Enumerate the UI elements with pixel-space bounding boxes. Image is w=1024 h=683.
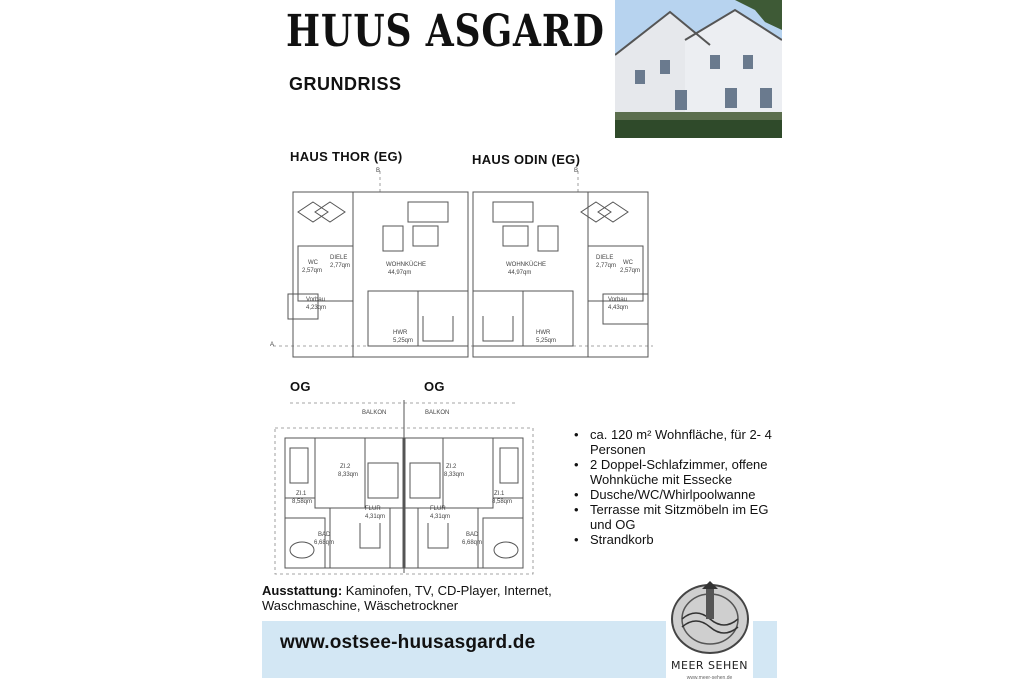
meer-sehen-logo <box>666 577 753 681</box>
room-vorbau-area-right: 4,43qm <box>608 305 629 311</box>
feature-item: • Terrasse mit Sitzmöbeln im EG und OG <box>572 502 780 532</box>
room-zi2-left: ZI.2 <box>340 464 351 470</box>
room-zi1-area-right: 8,58qm <box>492 499 513 505</box>
room-hwr-area-right: 5,25qm <box>536 338 557 344</box>
feature-item: • ca. 120 m² Wohnfläche, für 2- 4 Personen <box>572 427 780 457</box>
room-wc-left: WC <box>308 260 318 266</box>
ground-floor-right-label: HAUS ODIN (EG) <box>472 152 581 167</box>
room-bad-left: BAD <box>318 532 331 538</box>
feature-item: • 2 Doppel-Schlafzimmer, offene Wohnküche mit Essecke <box>572 457 780 487</box>
room-hwr-area-left: 5,25qm <box>393 338 414 344</box>
room-wohnkueche-area-right: 44,97qm <box>508 270 532 276</box>
upper-floor-right-label: OG <box>424 379 445 394</box>
equipment-label: Ausstattung: <box>262 583 343 598</box>
room-wohnkueche-left: WOHNKÜCHE <box>386 262 426 268</box>
room-wohnkueche-right: WOHNKÜCHE <box>506 262 546 268</box>
ground-floor-left-label: HAUS THOR (EG) <box>290 149 403 164</box>
room-wc-area-left: 2,57qm <box>302 268 323 274</box>
room-hwr-left: HWR <box>393 330 408 336</box>
room-zi1-area-left: 8,58qm <box>292 499 313 505</box>
axis-b-label-left: B <box>376 168 381 174</box>
logo-emblem-icon <box>666 577 753 657</box>
upper-floor-plan <box>270 398 538 576</box>
room-bad-area-right: 6,68qm <box>462 540 483 546</box>
logo-caption: MEER SEHEN <box>671 659 748 672</box>
room-zi1-right: ZI.1 <box>494 491 505 497</box>
room-vorbau-area-left: 4,23qm <box>306 305 327 311</box>
room-wc-area-right: 2,57qm <box>620 268 641 274</box>
room-flur-area-right: 4,31qm <box>430 514 451 520</box>
page-subtitle: GRUNDRISS <box>289 74 402 94</box>
room-bad-area-left: 6,68qm <box>314 540 335 546</box>
axis-b-label-right: B <box>574 168 579 174</box>
room-wohnkueche-area-left: 44,97qm <box>388 270 412 276</box>
room-wc-right: WC <box>623 260 633 266</box>
room-balkon-right: BALKON <box>425 410 450 416</box>
room-balkon-left: BALKON <box>362 410 387 416</box>
feature-item: • Dusche/WC/Whirlpoolwanne <box>572 487 780 502</box>
room-zi2-area-right: 8,33qm <box>444 472 465 478</box>
room-zi2-area-left: 8,33qm <box>338 472 359 478</box>
room-diele-area-left: 2,77qm <box>330 263 351 269</box>
feature-item: • Strandkorb <box>572 532 780 547</box>
room-hwr-right: HWR <box>536 330 551 336</box>
room-bad-right: BAD <box>466 532 479 538</box>
equipment-text <box>262 583 592 613</box>
logo-small-url: www.meer-sehen.de <box>686 675 733 681</box>
room-flur-area-left: 4,31qm <box>365 514 386 520</box>
axis-a-label: A <box>270 342 275 348</box>
feature-list <box>572 427 780 547</box>
room-diele-left: DIELE <box>330 255 348 261</box>
room-zi2-right: ZI.2 <box>446 464 457 470</box>
room-flur-left: FLUR <box>365 506 381 512</box>
upper-floor-left-label: OG <box>290 379 311 394</box>
website-link[interactable]: www.ostsee-huusasgard.de <box>280 632 536 653</box>
room-diele-right: DIELE <box>596 255 614 261</box>
room-vorbau-left: Vorbau <box>306 297 326 303</box>
house-photo <box>615 0 782 138</box>
room-zi1-left: ZI.1 <box>296 491 307 497</box>
room-flur-right: FLUR <box>430 506 446 512</box>
ground-floor-plan <box>268 166 660 366</box>
brand-title: HUUS ASGARD <box>286 6 605 57</box>
equipment-value: Kaminofen, TV, CD-Player, Internet, Waschmaschine, Wäschetrockner <box>262 583 552 613</box>
room-diele-area-right: 2,77qm <box>596 263 617 269</box>
room-vorbau-right: Vorbau <box>608 297 628 303</box>
